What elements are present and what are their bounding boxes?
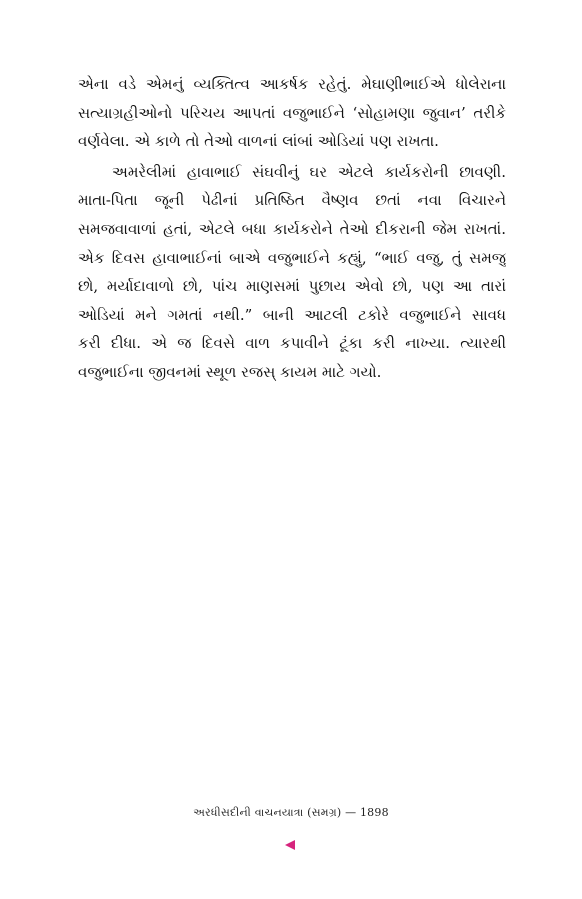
triangle-left-icon (283, 838, 297, 852)
text-line: માતા-પિતા જૂની પેઢીનાં પ્રતિષ્ઠિત વૈષ્ણવ છતાં નવા વિચારને (78, 191, 506, 210)
text-line: કરી દીધા. એ જ દિવસે વાળ કપાવીને ટૂંકા કરી નાખ્યા. ત્યારથી (78, 334, 506, 353)
text-line: વર્ણવેલા. એ કાળે તો તેઓ વાળનાં લાંબાં ઓડિયાં પણ રાખતા. (78, 132, 439, 151)
text-line: અમરેલીમાં હાવાભાઈ સંઘવીનું ઘર એટલે કાર્યકરોની છાવણી. (112, 162, 506, 181)
paragraph-2 (78, 158, 506, 387)
page-footer: અરધીસદીની વાચનયાત્રા (સમગ્ર) — 1898 (193, 806, 389, 819)
text-line: ઓડિયાં મને ગમતાં નથી.” બાની આટલી ટકોરે વજુભાઈને સાવધ (78, 305, 506, 324)
paragraph-1 (78, 70, 506, 156)
text-line: સત્યાગ્રહીઓનો પરિચય આપતાં વજુભાઈને ‘સોહામણા જુવાન’ તરીકે (78, 103, 506, 122)
text-line: વજુભાઈના જીવનમાં સ્થૂળ રજસ્ કાયમ માટે ગયો. (78, 362, 382, 381)
previous-page-button[interactable] (283, 838, 297, 852)
body-text (78, 70, 506, 387)
text-line: એના વડે એમનું વ્યક્તિત્વ આકર્ષક રહેતું. મેઘાણીભાઈએ ધોલેરાના (78, 75, 506, 93)
text-line: સમજવાવાળાં હતાં, એટલે બધા કાર્યકરોને તેઓ દીકરાની જેમ રાખતાં. (78, 219, 506, 238)
text-line: છો, મર્યાદાવાળો છો, પાંચ માણસમાં પુછાય એવો છો, પણ આ તારાં (78, 277, 506, 296)
text-line: એક દિવસ હાવાભાઈનાં બાએ વજુભાઈને કહ્યું, “ભાઈ વજુ, તું સમજુ (78, 248, 506, 267)
